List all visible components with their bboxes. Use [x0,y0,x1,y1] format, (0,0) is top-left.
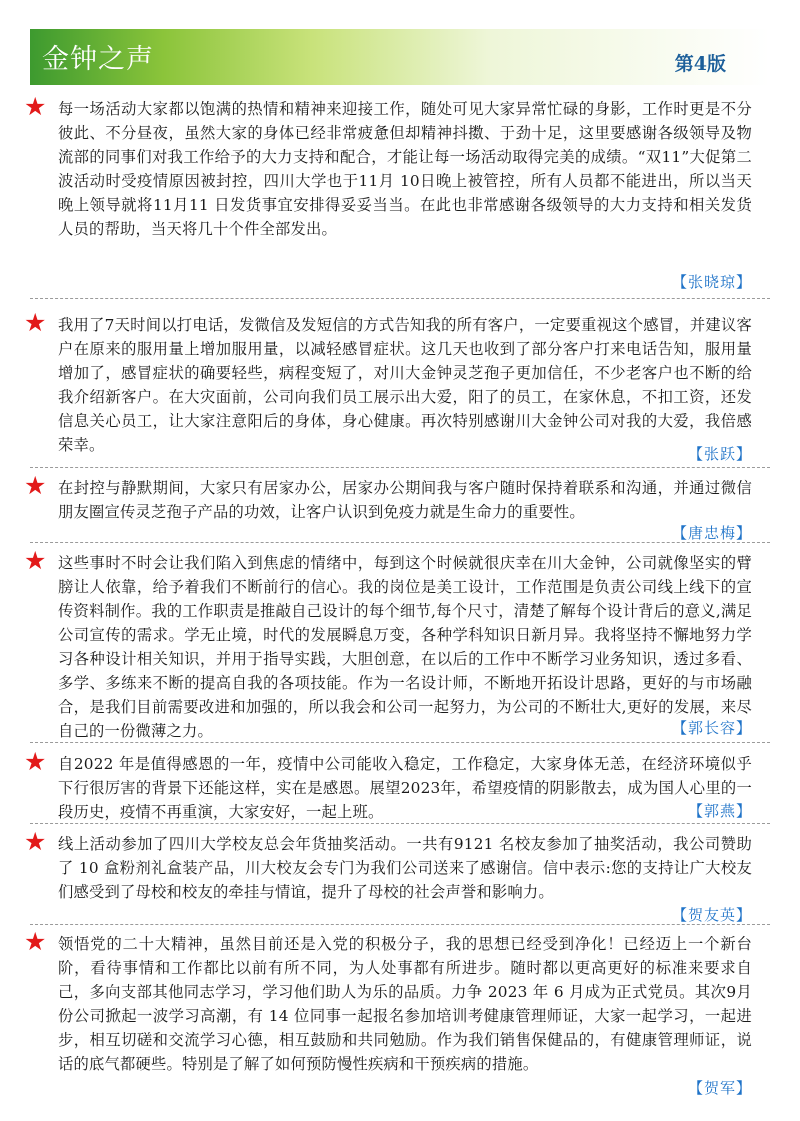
red-star-icon: ★ [24,747,47,776]
divider [30,542,770,543]
entry [24,927,752,1097]
entry-author: 【 贺友英 】 [672,904,752,925]
header-banner [30,29,770,85]
entry-text: 自2022 年是值得感恩的一年，疫情中公司能收入稳定，工作稳定，大家身体无恙，在经济环境似乎下行很厉害的背景下还能这样，实在是感恩。展望2023年，希望疫情的阴影散去，成为国人心里的一段历史，疫情不再重演，大家安好，一起上班。 [58,755,752,821]
divider [30,924,770,925]
divider [30,823,770,824]
entry [24,92,752,291]
red-star-icon: ★ [24,546,47,575]
edition-label: 第4版 [674,53,726,75]
entry-text: 我用了7天时间以打电话，发微信及发短信的方式告知我的所有客户，一定要重视这个感冒，并建议客户在原来的服用量上增加服用量，以减轻感冒症状。这几天也收到了部分客户打来电话告知，服用量增加了，感冒症状的确要轻些，病程变短了，对川大金钟灵芝孢子更加信任，不少老客户也不断的给我介绍新客户。在大灾面前，公司向我们员工展示出大爱，阳了的员工，在家休息，不扣工资，还发信息关心员工，让大家注意阳后的身体，身心健康。再次特别感谢川大金钟公司对我的大爱，我倍感荣幸。 [58,316,752,454]
entry-text: 每一场活动大家都以饱满的热情和精神来迎接工作，随处可见大家异常忙碌的身影，工作时更是不分彼此、不分昼夜，虽然大家的身体已经非常疲惫但却精神抖擞、于劲十足，这里要感谢各级领导及物流部的同事们对我工作给予的大力支持和配合，才能让每一场活动取得完美的成绩。“双11”大促第二波活动时受疫情原因被封控，四川大学也于11月 10日晚上被管控，所有人员都不能进出，所以当天晚上领导就将11月11 日发货事宜安排得妥妥当当。在此也非常感谢各级领导的大力支持和相关发货人员的帮助，当天将几十个件全部发出。 [58,100,752,238]
red-star-icon: ★ [24,308,47,337]
red-star-icon: ★ [24,471,47,500]
entry [24,747,752,824]
entry-text: 领悟党的二十大精神，虽然目前还是入党的积极分子，我的思想已经受到净化！已经迈上一个新台阶，看待事情和工作都比以前有所不同，为人处事都有所进步。随时都以更高更好的标准来要求自己，多向支部其他同志学习，学习他们助人为乐的品质。力争 2023 年 6 月成为正式党员。其次9月份公司掀起一波学习高潮，有 14 位同事一起报名参加培训考健康管理师证，大家一起学习，一起进步，相互切磋和交流学习心德，相互鼓励和共同勉励。作为我们销售保健品的，有健康管理师证，说话的底气都硬些。特别是了解了如何预防慢性疾病和干预疾病的措施。 [58,935,752,1073]
entry [24,546,752,743]
entry-author: 【 郭长容 】 [672,717,752,738]
entry [24,827,752,924]
entry-author: 【 张晓琼 】 [672,271,752,292]
newsletter-title: 金钟之声 [42,44,154,75]
entry-text: 线上活动参加了四川大学校友总会年货抽奖活动。一共有9121 名校友参加了抽奖活动，我公司赞助了 10 盒粉剂礼盒装产品，川大校友会专门为我们公司送来了感谢信。信中表示:您的支持让广大校友们感受到了母校和校友的牵挂与情谊，提升了母校的社会声誉和影响力。 [58,835,752,901]
entry-text: 这些事时不时会让我们陷入到焦虑的情绪中，每到这个时候就很庆幸在川大金钟，公司就像坚实的臂膀让人依靠，给予着我们不断前行的信心。我的岗位是美工设计，工作范围是负责公司线上线下的宣传资料制作。我的工作职责是推敲自己设计的每个细节,每个尺寸，清楚了解每个设计背后的意义,满足公司宣传的需求。学无止境，时代的发展瞬息万变，各种学科知识日新月异。我将坚持不懈地努力学习各种设计相关知识，并用于指导实践，大胆创意，在以后的工作中不断学习业务知识，透过多看、多学、多练来不断的提高自我的各项技能。作为一名设计师，不断地开拓设计思路，更好的与市场融合，是我们目前需要改进和加强的，所以我会和公司一起努力，为公司的不断壮大,更好的发展，来尽自己的一份微薄之力。 [58,554,752,740]
entry-author: 【 郭燕 】 [688,800,752,821]
entry [24,471,752,542]
entry-author: 【 贺军 】 [688,1077,752,1098]
red-star-icon: ★ [24,927,47,956]
entry [24,308,752,463]
divider [30,742,770,743]
red-star-icon: ★ [24,827,47,856]
red-star-icon: ★ [24,92,47,121]
divider [30,467,770,468]
entry-text: 在封控与静默期间，大家只有居家办公，居家办公期间我与客户随时保持着联系和沟通，并通过微信朋友圈宣传灵芝孢子产品的功效，让客户认识到免疫力就是生命力的重要性。 [58,479,752,521]
divider [30,298,770,299]
entry-author: 【 唐忠梅 】 [672,522,752,543]
entry-author: 【 张跃 】 [688,443,752,464]
